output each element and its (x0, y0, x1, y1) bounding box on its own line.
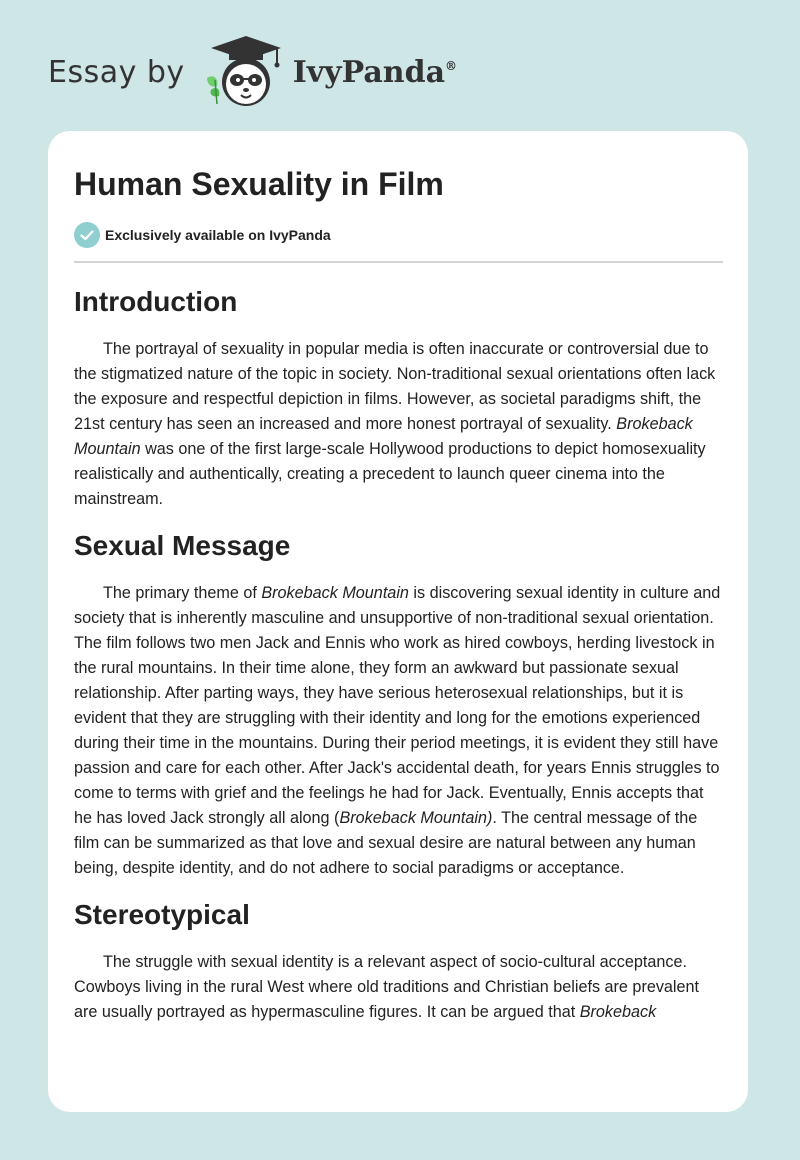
paragraph-sexual-message (74, 581, 723, 881)
article-card (48, 131, 748, 1112)
exclusive-badge-label: Exclusively available on IvyPanda (105, 227, 331, 243)
essay-by-label: Essay by (48, 54, 185, 90)
section-heading-introduction: Introduction (74, 286, 238, 317)
panda-graduate-logo-icon[interactable] (203, 34, 289, 110)
text-run: is discovering sexual identity in culture and society that is inherently masculine and unsupportive of non-traditional sexual orientation. The film follows two men Jack and Ennis who work as hired cowboys, herding livestock in the rural mountains. In their time alone, they form an awkward but passionate sexual relationship. After parting ways, they have serious heterosexual relationships, but it is evident that they are struggling with their identity and long for the emotions experienced during their time in the mountains. During their period meetings, it is evident they still have passion and care for each other. After Jack's accidental death, for years Ennis struggles to come to terms with grief and the feelings he had for Jack. Eventually, Ennis accepts that he has loved Jack strongly all along ( (74, 584, 721, 827)
article-title: Human Sexuality in Film (74, 166, 444, 202)
text-run: The struggle with sexual identity is a relevant aspect of socio-cultural acceptance. Cowboys living in the rural West where old traditions and Christian beliefs are prevalent are usually portrayed as hypermasculine figures. It can be argued that (74, 953, 700, 1021)
exclusive-badge (74, 222, 331, 248)
text-run: The portrayal of sexuality in popular media is often inaccurate or controversial due to the stigmatized nature of the topic in society. Non-traditional sexual orientations often lack the exposure and respectful depiction in films. However, as societal paradigms shift, the 21st century has seen an increased and more honest portrayal of sexuality. (74, 340, 716, 433)
section-heading-sexual-message: Sexual Message (74, 530, 291, 561)
film-title: Brokeback Mountain (261, 584, 409, 602)
film-title-citation: Brokeback Mountain) (339, 809, 493, 827)
text-run: . The central message of the film can be summarized as that love and sexual desire are natural between any human being, despite identity, and do not adhere to social paradigms or acceptance. (74, 809, 698, 877)
text-run: The primary theme of (103, 584, 262, 602)
text-run: was one of the first large-scale Hollywood productions to depict homosexuality realistically and authentically, creating a precedent to launch queer cinema into the mainstream. (74, 440, 706, 508)
article-body (74, 281, 723, 1038)
film-title: Brokeback (579, 1003, 657, 1021)
section-heading-stereotypical: Stereotypical (74, 899, 250, 930)
paragraph-introduction (74, 337, 723, 512)
check-circle-icon (74, 222, 100, 248)
paragraph-stereotypical (74, 950, 723, 1025)
site-header (48, 34, 548, 110)
brand-text: IvyPanda (292, 54, 446, 90)
film-title: Brokeback Mountain (74, 415, 693, 458)
title-divider (74, 261, 723, 263)
registered-mark: ® (445, 58, 458, 73)
brand-name[interactable] (293, 55, 457, 90)
